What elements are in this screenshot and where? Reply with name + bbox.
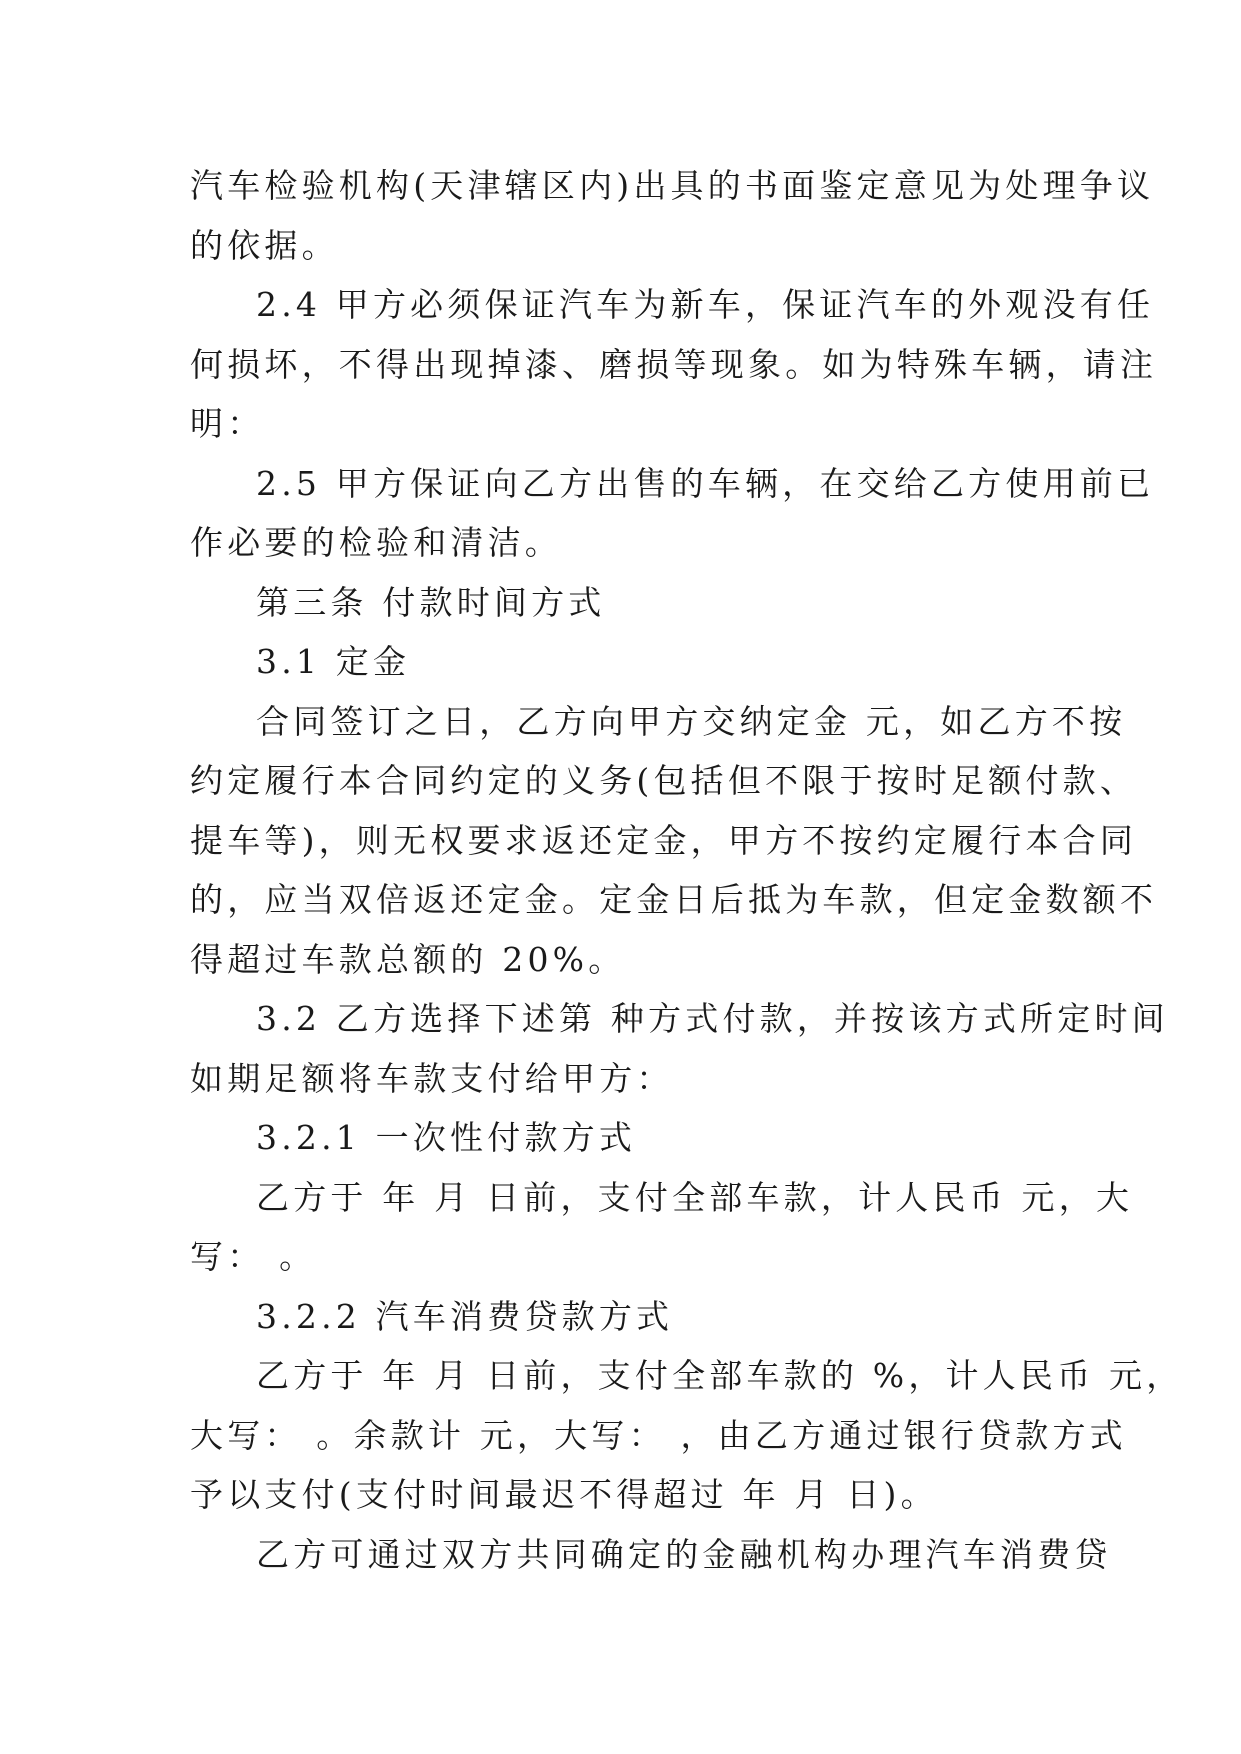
text-line: 提车等)，则无权要求返还定金，甲方不按约定履行本合同 (190, 820, 1138, 860)
text-line: 合同签订之日，乙方向甲方交纳定金 元，如乙方不按 (256, 701, 1127, 741)
text-line: 作必要的检验和清洁。 (190, 523, 562, 562)
paragraph-2-4 (190, 275, 1158, 454)
text-line: 3.2.1 一次性付款方式 (256, 1118, 637, 1157)
text-line: 如期足额将车款支付给甲方： (190, 1058, 674, 1098)
text-line: 得超过车款总额的 20%。 (190, 939, 626, 979)
paragraph-3-2-1 (190, 1108, 1050, 1168)
text-line: 3.2.2 汽车消费贷款方式 (256, 1296, 674, 1336)
text-line: 写： 。 (190, 1237, 317, 1276)
text-line: 2.5 甲方保证向乙方出售的车辆，在交给乙方使用前已 (256, 463, 1155, 503)
text-line: 的依据。 (190, 225, 339, 265)
text-line: 大写： 。余款计 元，大写： ，由乙方通过银行贷款方式 (190, 1415, 1127, 1455)
text-line: 乙方于 年 月 日前，支付全部车款，计人民币 元，大 (256, 1177, 1134, 1217)
paragraph-inspection-cont (190, 156, 1155, 275)
text-line: 汽车检验机构(天津辖区内)出具的书面鉴定意见为处理争议 (190, 166, 1155, 205)
text-line: 乙方于 年 月 日前，支付全部车款的 %，计人民币 元， (256, 1356, 1184, 1395)
text-line: 3.2 乙方选择下述第 种方式付款，并按该方式所定时间 (256, 999, 1169, 1038)
paragraph-3-2-2 (190, 1287, 1050, 1347)
paragraph-article-3 (190, 573, 1050, 633)
text-line: 明： (190, 404, 265, 443)
paragraph-deposit (190, 692, 1158, 990)
paragraph-lump-sum (190, 1168, 1134, 1287)
paragraph-2-5 (190, 454, 1155, 573)
paragraph-financial (190, 1525, 1112, 1585)
text-line: 予以支付(支付时间最迟不得超过 年 月 日)。 (190, 1475, 938, 1514)
paragraph-3-1 (190, 632, 1050, 692)
text-line: 3.1 定金 (256, 642, 411, 681)
text-line: 2.4 甲方必须保证汽车为新车，保证汽车的外观没有任 (256, 285, 1155, 324)
paragraph-loan (190, 1346, 1184, 1525)
text-line: 的，应当双倍返还定金。定金日后抵为车款，但定金数额不 (190, 880, 1158, 919)
document-body (190, 156, 1184, 1584)
paragraph-3-2 (190, 989, 1169, 1108)
text-line: 何损坏，不得出现掉漆、磨损等现象。如为特殊车辆，请注 (190, 344, 1158, 384)
text-line: 约定履行本合同约定的义务(包括但不限于按时足额付款、 (190, 761, 1138, 800)
text-line: 乙方可通过双方共同确定的金融机构办理汽车消费贷 (256, 1534, 1112, 1574)
text-line: 第三条 付款时间方式 (256, 582, 606, 622)
